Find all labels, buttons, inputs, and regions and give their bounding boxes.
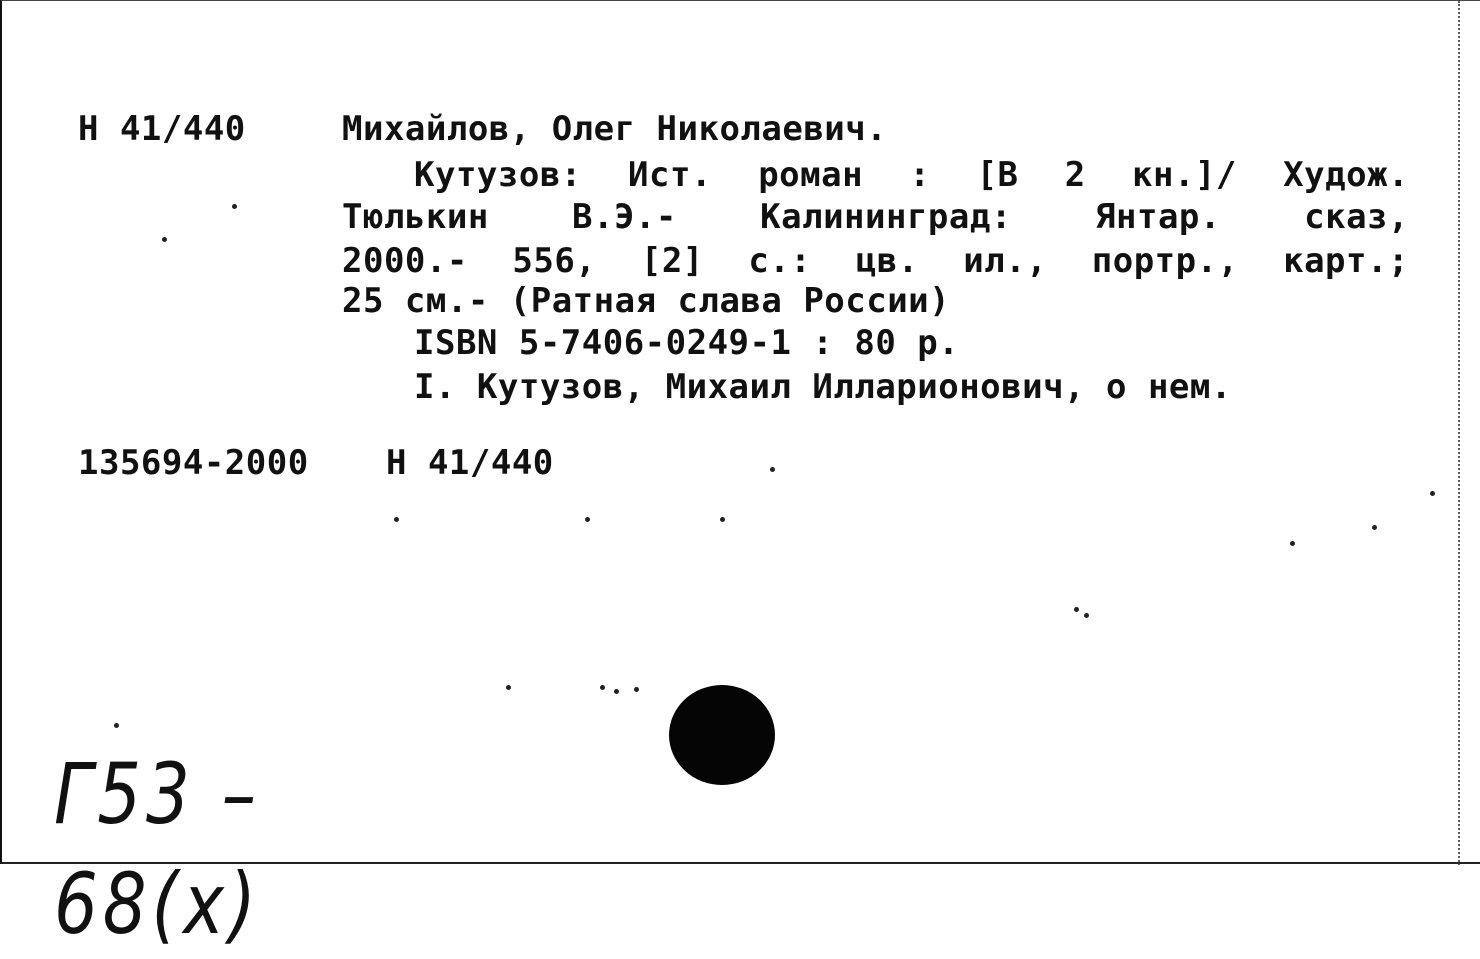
publication-word: Калининград:: [760, 197, 1012, 237]
physical-word: 2000.-: [342, 241, 468, 281]
punch-hole: [669, 685, 775, 785]
title-word: роман: [758, 155, 864, 195]
subject-heading: I. Кутузов, Михаил Илларионович, о нем.: [414, 367, 1232, 407]
card-edge: [1458, 1, 1466, 865]
publication-word: сказ,: [1304, 197, 1409, 237]
speck: [1430, 491, 1435, 496]
physical-word: карт.;: [1283, 241, 1409, 281]
physical-word: 556,: [512, 241, 597, 281]
speck: [720, 517, 725, 522]
physical-word: портр.,: [1091, 241, 1239, 281]
speck: [394, 517, 399, 522]
title-word: :: [909, 155, 931, 195]
publication-line: [342, 197, 1409, 237]
title-word: Худож.: [1283, 155, 1409, 195]
isbn-line: ISBN 5-7406-0249-1 : 80 р.: [414, 323, 960, 363]
title-word: [В: [976, 155, 1019, 195]
speck: [585, 517, 590, 522]
speck: [634, 687, 639, 692]
physical-word: [2]: [640, 241, 704, 281]
publication-word: Янтар.: [1095, 197, 1221, 237]
physical-word: цв.: [855, 241, 919, 281]
speck: [770, 467, 775, 472]
speck: [1372, 525, 1377, 530]
speck: [114, 723, 119, 728]
publication-word: В.Э.-: [572, 197, 677, 237]
publication-word: Тюлькин: [342, 197, 489, 237]
title-word: Ист.: [628, 155, 712, 195]
speck: [506, 685, 511, 690]
speck: [1084, 613, 1089, 618]
handwritten-note: Г53 – 68(х): [54, 745, 261, 953]
speck: [614, 689, 619, 694]
series-line: 25 см.- (Ратная слава России): [342, 281, 951, 321]
title-line: [414, 155, 1409, 195]
author-heading: Михайлов, Олег Николаевич.: [342, 109, 888, 149]
speck: [162, 237, 167, 242]
title-word: Кутузов:: [414, 155, 582, 195]
speck: [600, 685, 605, 690]
physical-word: с.:: [748, 241, 812, 281]
title-word: кн.]/: [1132, 155, 1237, 195]
speck: [232, 204, 237, 209]
physical-description-line: [342, 241, 1409, 281]
title-word: 2: [1064, 155, 1086, 195]
card-number: 135694-2000: [78, 443, 309, 483]
speck: [1074, 607, 1079, 612]
call-number-bottom: Н 41/440: [386, 443, 554, 483]
call-number: Н 41/440: [78, 109, 246, 149]
speck: [1290, 541, 1295, 546]
physical-word: ил.,: [963, 241, 1048, 281]
